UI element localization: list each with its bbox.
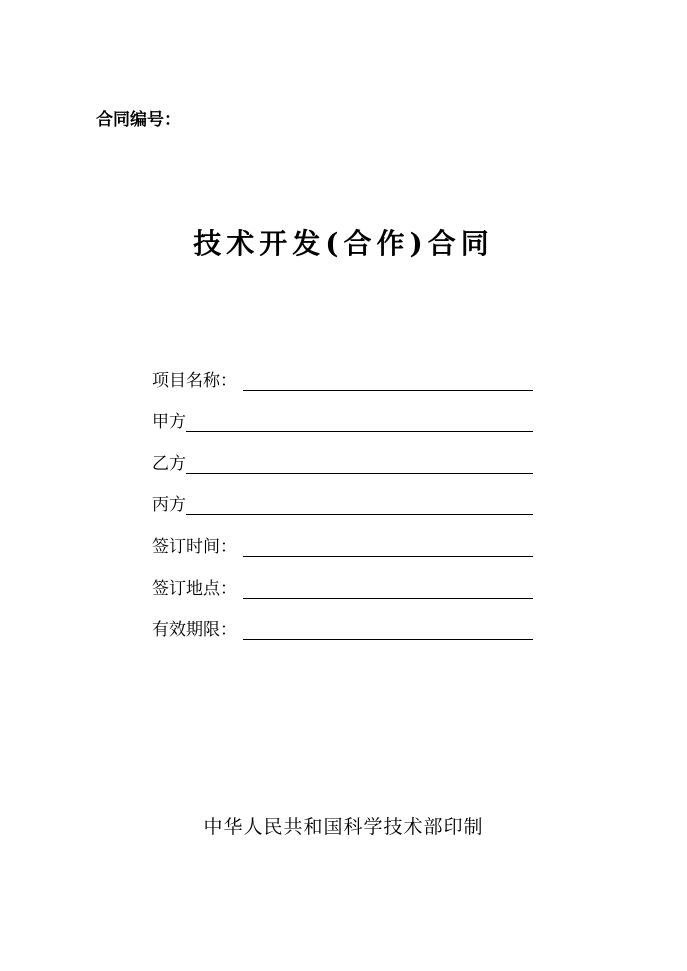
field-label: 签订地点： (152, 578, 237, 599)
field-label: 项目名称： (152, 370, 237, 391)
field-party-a (152, 394, 533, 436)
field-label: 甲方 (152, 412, 186, 433)
document-title: 技术开发(合作)合同 (193, 227, 494, 260)
field-label: 丙方 (152, 495, 186, 516)
issuer-footer: 中华人民共和国科学技术部印制 (203, 816, 484, 838)
contract-number-label: 合同编号： (96, 110, 181, 130)
field-project-name (152, 352, 533, 394)
party-a-blank[interactable] (186, 409, 533, 432)
signing-date-blank[interactable] (243, 534, 533, 557)
signing-place-blank[interactable] (243, 576, 533, 599)
field-validity-period (152, 602, 533, 644)
party-c-blank[interactable] (186, 492, 533, 515)
field-party-b (152, 435, 533, 477)
party-b-blank[interactable] (186, 451, 533, 474)
contract-fields (152, 352, 533, 643)
field-signing-date (152, 518, 533, 560)
field-signing-place (152, 560, 533, 602)
field-label: 签订时间： (152, 536, 237, 557)
field-label: 有效期限： (152, 620, 237, 641)
project-name-blank[interactable] (243, 368, 533, 391)
validity-period-blank[interactable] (243, 617, 533, 640)
field-party-c (152, 477, 533, 519)
field-label: 乙方 (152, 453, 186, 474)
